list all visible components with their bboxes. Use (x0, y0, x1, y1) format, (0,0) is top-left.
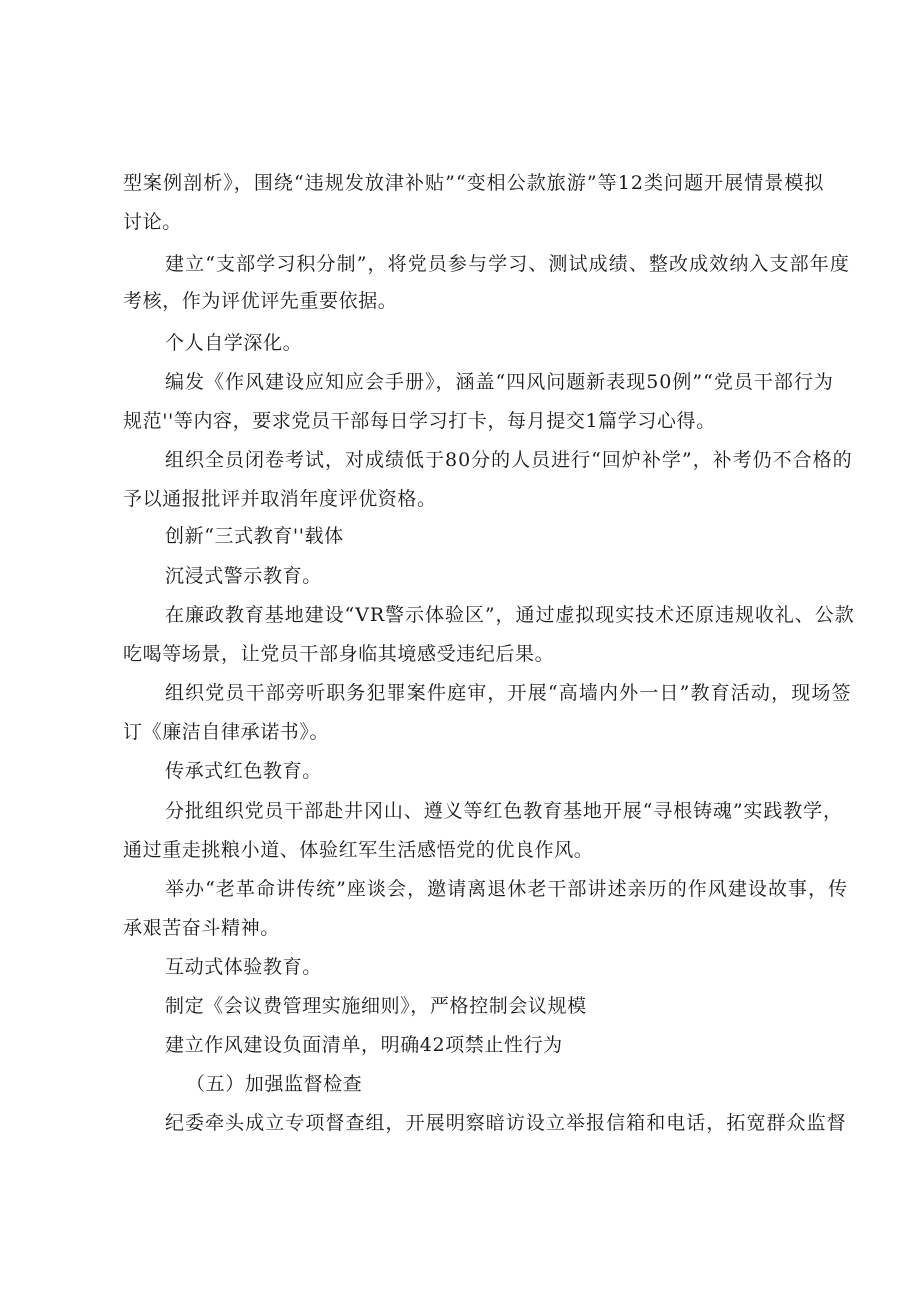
subheading-line: 沉浸式警示教育。 (165, 565, 322, 587)
paragraph-line: 讨论。 (123, 211, 182, 233)
paragraph-line: 组织全员闭卷考试，对成绩低于80分的人员进行“回炉补学”，补考仍不合格的 (165, 449, 853, 471)
paragraph-line: 制定《会议费管理实施细则》，严格控制会议规模 (165, 995, 587, 1017)
subheading-line: 个人自学深化。 (165, 332, 303, 354)
paragraph-line: 予以通报批评并取消年度评优资格。 (123, 488, 437, 510)
subheading-line: 创新“三式教育''载体 (165, 525, 344, 547)
paragraph-line: 在廉政教育基地建设“VR警示体验区”，通过虚拟现实技术还原违规收礼、公款 (165, 604, 855, 626)
paragraph-line: 通过重走挑粮小道、体验红军生活感悟党的优良作风。 (123, 839, 594, 861)
paragraph-line: 规范''等内容，要求党员干部每日学习打卡，每月提交1篇学习心得。 (123, 410, 716, 432)
subheading-line: 传承式红色教育。 (165, 760, 322, 782)
paragraph-line: 分批组织党员干部赴井冈山、遵义等红色教育基地开展“寻根铸魂”实践教学， (165, 800, 843, 822)
paragraph-line: 纪委牵头成立专项督查组，开展明察暗访设立举报信箱和电话，拓宽群众监督 (165, 1112, 847, 1134)
section-heading: （五）加强监督检查 (186, 1073, 363, 1095)
paragraph-line: 组织党员干部旁听职务犯罪案件庭审，开展“高墙内外一日”教育活动，现场签 (165, 682, 852, 704)
paragraph-line: 承艰苦奋斗精神。 (123, 917, 280, 939)
paragraph-line: 建立作风建设负面清单，明确42项禁止性行为 (165, 1034, 563, 1056)
paragraph-line: 吃喝等场景，让党员干部身临其境感受违纪后果。 (123, 643, 555, 665)
subheading-line: 互动式体验教育。 (165, 956, 322, 978)
paragraph-line: 订《廉洁自律承诺书》。 (123, 721, 330, 743)
paragraph-line: 考核，作为评优评先重要依据。 (123, 290, 398, 312)
paragraph-line: 编发《作风建设应知应会手册》，涵盖“四风问题新表现50例”“党员干部行为 (165, 371, 834, 393)
paragraph-line: 举办“老革命讲传统”座谈会，邀请离退休老干部讲述亲历的作风建设故事，传 (165, 878, 849, 900)
paragraph-line: 型案例剖析》，围绕“违规发放津补贴”“变相公款旅游”等12类问题开展情景模拟 (123, 172, 825, 194)
paragraph-line: 建立“支部学习积分制”，将党员参与学习、测试成绩、整改成效纳入支部年度 (165, 253, 850, 275)
